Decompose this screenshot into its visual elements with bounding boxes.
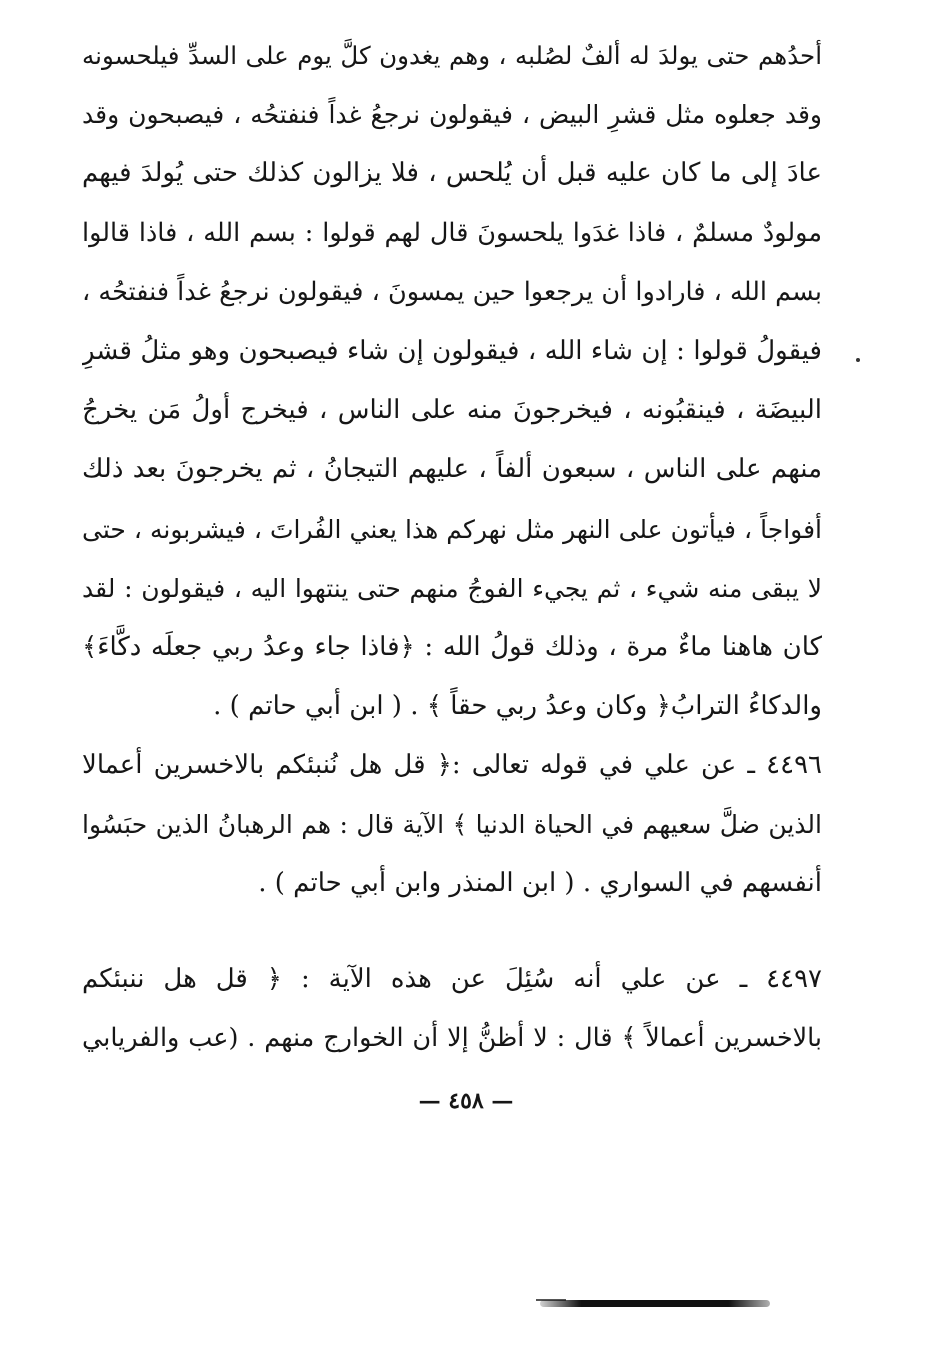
- text-line: مولودٌ مسلمٌ ، فاذا غدَوا يلحسونَ قال لهم قولوا : بسم الله ، فاذا قالوا: [82, 217, 822, 248]
- text-line: ٤٤٩٧ ـ عن علي أنه سُئِلَ عن هذه الآية : ﴿ قل هل ننبئكم: [82, 964, 822, 994]
- text-line: كان هاهنا ماءٌ مرة ، وذلك قولُ الله : ﴿فاذا جاء وعدُ ربي جعلَه دكَّاءَ﴾: [82, 632, 822, 663]
- text-line: منهم على الناس ، سبعون ألفاً ، عليهم التيجانُ ، ثم يخرجونَ بعد ذلك: [82, 454, 822, 485]
- text-line: أفواجاً ، فيأتون على النهر مثل نهركم هذا يعني الفُراتَ ، فيشربونه ، حتى: [82, 514, 822, 544]
- paragraph-hadith-4496: [82, 736, 822, 914]
- text-line: عادَ إلى ما كان عليه قبل أن يُلحس ، فلا يزالون كذلك حتى يُولدَ فيهم: [82, 158, 822, 189]
- text-line: بسم الله ، فارادوا أن يرجعوا حين يمسونَ ، فيقولون نرجعُ غداً فنفتحُه ،: [82, 276, 822, 307]
- text-line: فيقولُ قولوا : إن شاء الله ، فيقولون إن شاء فيصبحون وهو مثلُ قشرِ: [82, 336, 822, 367]
- text-line: بالاخسرين أعمالاً ﴾ قال : لا أظنُّ إلا أن الخوارج منهم . (عب والفريابي: [82, 1023, 822, 1054]
- text-line: أنفسهم في السواري . ( ابن المنذر وابن أبي حاتم ) .: [258, 868, 822, 899]
- text-line: الذين ضلَّ سعيهم في الحياة الدنيا ﴾ الآية قال : هم الرهبانُ الذين حبَسُوا: [82, 810, 822, 840]
- text-line: والدكاءُ الترابُ﴿ وكان وعدُ ربي حقاً ﴾ . ( ابن أبي حاتم ) .: [213, 691, 822, 722]
- scan-artifact-bar: [540, 1300, 770, 1307]
- margin-speck: [856, 358, 860, 362]
- text-line: لا يبقى منه شيء ، ثم يجيء الفوجُ منهم حتى ينتهوا اليه ، فيقولون : لقد: [82, 573, 822, 603]
- page-number: — ٤٥٨ —: [418, 1088, 514, 1114]
- paragraph-hadith-continuation: [82, 26, 822, 736]
- paragraph-hadith-4497: [82, 950, 822, 1068]
- text-line: وقد جعلوه مثل قشرِ البيض ، فيقولون نرجعُ غداً فنفتحُه ، فيصبحون وقد: [82, 100, 822, 130]
- text-line: أحدُهم حتى يولدَ له ألفٌ لصُلبه ، وهم يغدون كلَّ يوم على السدِّ فيلحسونه: [82, 41, 822, 70]
- text-line: ٤٤٩٦ ـ عن علي في قوله تعالى :﴿ قل هل نُنبئكم بالاخسرين أعمالا: [82, 750, 822, 780]
- text-line: البيضَة ، فينقبُونه ، فيخرجونَ منه على الناس ، فيخرج أولُ مَن يخرجُ: [82, 395, 822, 426]
